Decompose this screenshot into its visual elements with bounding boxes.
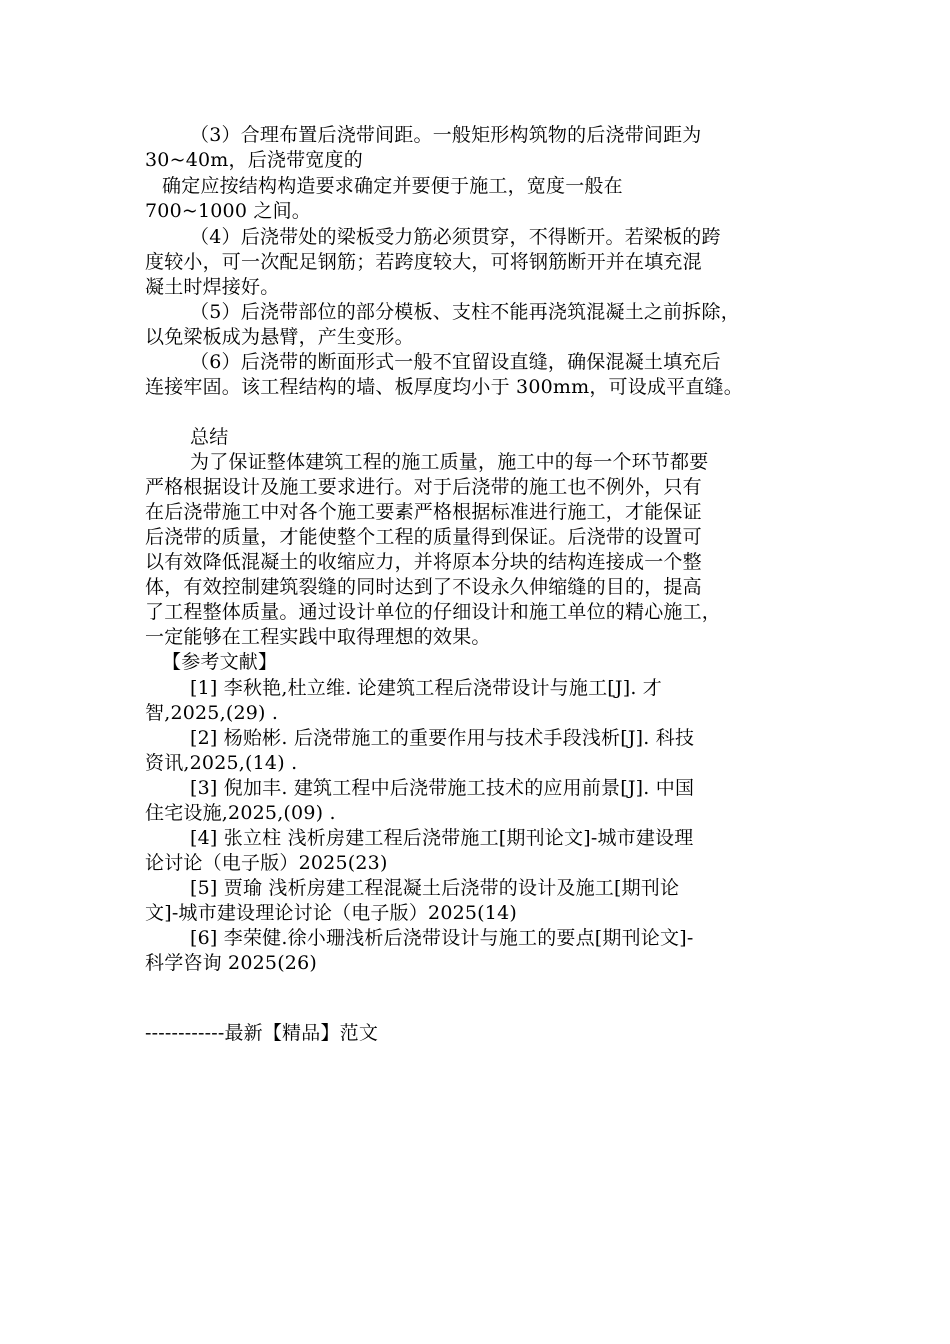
paragraph-4-line-2: 度较小，可一次配足钢筋；若跨度较大，可将钢筋断开并在填充混 bbox=[145, 251, 702, 273]
summary-line: 以有效降低混凝土的收缩应力，并将原本分块的结构连接成一个整 bbox=[145, 551, 702, 573]
footer-text: ------------最新【精品】范文 bbox=[145, 1022, 379, 1044]
summary-line: 为了保证整体建筑工程的施工质量，施工中的每一个环节都要 bbox=[190, 451, 709, 473]
summary-line: 严格根据设计及施工要求进行。对于后浇带的施工也不例外，只有 bbox=[145, 476, 702, 498]
summary-line: 在后浇带施工中对各个施工要素严格根据标准进行施工，才能保证 bbox=[145, 501, 702, 523]
paragraph-6-line-2: 连接牢固。该工程结构的墙、板厚度均小于 300mm，可设成平直缝。 bbox=[145, 376, 743, 398]
summary-line: 一定能够在工程实践中取得理想的效果。 bbox=[145, 626, 491, 648]
paragraph-4-line-1: （4）后浇带处的梁板受力筋必须贯穿，不得断开。若梁板的跨 bbox=[190, 226, 721, 248]
paragraph-6-line-1: （6）后浇带的断面形式一般不宜留设直缝，确保混凝土填充后 bbox=[190, 351, 721, 373]
paragraph-5-line-1: （5）后浇带部位的部分模板、支柱不能再浇筑混凝土之前拆除， bbox=[190, 301, 740, 323]
summary-heading: 总结 bbox=[190, 426, 229, 448]
summary-line: 了工程整体质量。通过设计单位的仔细设计和施工单位的精心施工， bbox=[145, 601, 722, 623]
reference-5-line-1: [5] 贾瑜 浅析房建工程混凝土后浇带的设计及施工[期刊论 bbox=[190, 877, 680, 899]
reference-3-line-1: [3] 倪加丰. 建筑工程中后浇带施工技术的应用前景[J]. 中国 bbox=[190, 777, 695, 799]
paragraph-3-line-3: 确定应按结构构造要求确定并要便于施工，宽度一般在 bbox=[162, 175, 623, 197]
reference-2-line-2: 资讯,2025,(14) . bbox=[145, 752, 298, 774]
reference-4-line-2: 论讨论（电子版）2025(23) bbox=[145, 852, 388, 874]
paragraph-5-line-2: 以免梁板成为悬臂，产生变形。 bbox=[145, 326, 414, 348]
paragraph-4-line-3: 凝土时焊接好。 bbox=[145, 276, 280, 298]
summary-line: 体，有效控制建筑裂缝的同时达到了不设永久伸缩缝的目的，提高 bbox=[145, 576, 702, 598]
reference-2-line-1: [2] 杨贻彬. 后浇带施工的重要作用与技术手段浅析[J]. 科技 bbox=[190, 727, 695, 749]
paragraph-3-line-4: 700~1000 之间。 bbox=[145, 200, 311, 222]
reference-1-line-1: [1] 李秋艳,杜立维. 论建筑工程后浇带设计与施工[J]. 才 bbox=[190, 677, 662, 699]
reference-3-line-2: 住宅设施,2025,(09) . bbox=[145, 802, 336, 824]
paragraph-3-line-2: 30~40m，后浇带宽度的 bbox=[145, 149, 363, 171]
reference-5-line-2: 文]-城市建设理论讨论（电子版）2025(14) bbox=[145, 902, 517, 924]
reference-1-line-2: 智,2025,(29) . bbox=[145, 702, 279, 724]
paragraph-3-line-1: （3）合理布置后浇带间距。一般矩形构筑物的后浇带间距为 bbox=[190, 124, 702, 146]
reference-6-line-1: [6] 李荣健.徐小珊浅析后浇带设计与施工的要点[期刊论文]- bbox=[190, 927, 694, 949]
references-heading: 【参考文献】 bbox=[162, 651, 278, 673]
reference-6-line-2: 科学咨询 2025(26) bbox=[145, 952, 317, 974]
reference-4-line-1: [4] 张立柱 浅析房建工程后浇带施工[期刊论文]-城市建设理 bbox=[190, 827, 694, 849]
summary-line: 后浇带的质量，才能使整个工程的质量得到保证。后浇带的设置可 bbox=[145, 526, 702, 548]
